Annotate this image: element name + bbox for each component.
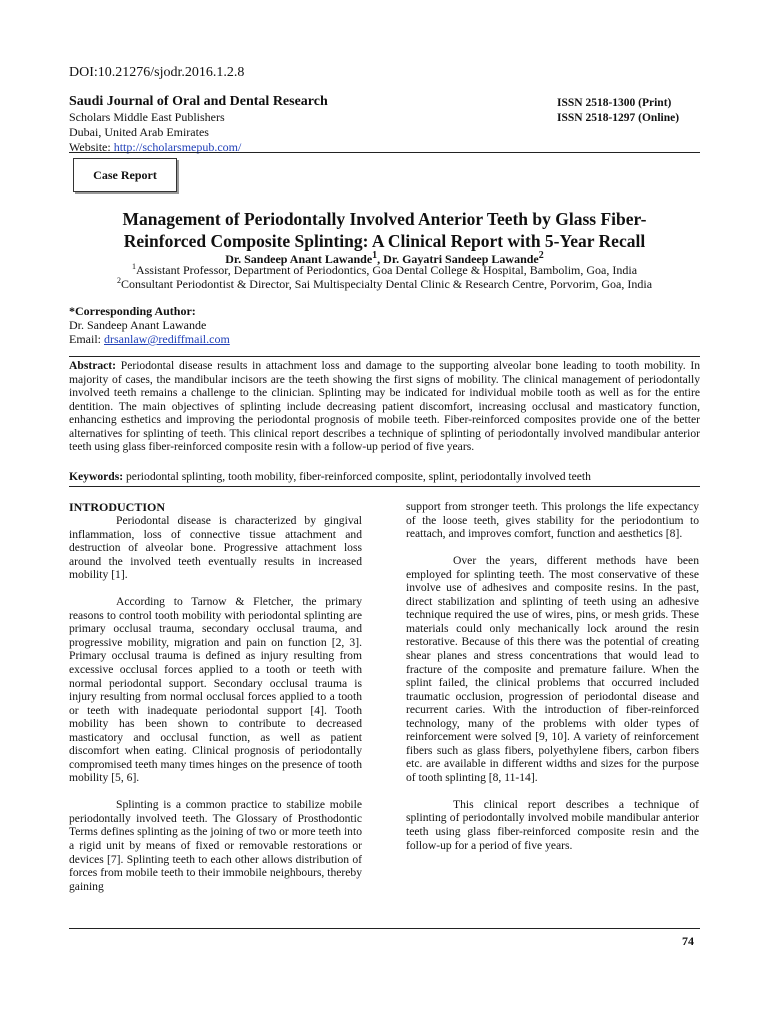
right-column xyxy=(406,500,699,866)
keywords-label: Keywords: xyxy=(69,470,126,483)
affiliation-2-sup: 2 xyxy=(116,276,121,285)
issn-online: ISSN 2518-1297 (Online) xyxy=(557,112,680,124)
issn-print: ISSN 2518-1300 (Print) xyxy=(557,97,672,109)
paragraph: According to Tarnow & Fletcher, the primary reasons to control tooth mobility with periodontal splinting are primary occlusal trauma, secondary occlusal trauma, and progressive mobility, migration and pain on function [2, 3]. Primary occlusal trauma is defined as injury resulting from excessive occlusal forces applied to a tooth or teeth with normal periodontal support. Secondary occlusal trauma is injury resulting from normal occlusal forces applied to a tooth or teeth with inadequate periodontal support [4]. Tooth mobility has been shown to contribute to decreased masticatory and occlusal function, as well as patient discomfort when eating. Clinical prognosis of periodontally compromised teeth many times hinges on the presence of tooth mobility [5, 6]. xyxy=(69,595,362,785)
author-separator: , xyxy=(377,252,384,266)
abstract-bottom-rule xyxy=(69,486,700,487)
corresponding-name: Dr. Sandeep Anant Lawande xyxy=(69,318,207,332)
abstract-top-rule xyxy=(69,356,700,357)
abstract-label: Abstract: xyxy=(69,359,121,372)
affiliation-1-text: Assistant Professor, Department of Periodontics, Goa Dental College & Hospital, Bambolim, Goa, India xyxy=(135,263,638,277)
paragraph: Over the years, different methods have been employed for splinting teeth. The most conservative of these involve use of adhesives and composite resins. In the past, direct stabilization and splinting of teeth using an adhesive technique required the use of wires, pins, or mesh grids. These materials could only mechanically lock around the resin restorative. Because of this there was the potential of creating shear planes and stress concentrations that would lead to fracture of the composite and premature failure. When the splint failed, the clinical problems that occurred included traumatic occlusion, progression of periodontal disease and recurrent caries. With the introduction of fiber-reinforced technology, many of the problems with older types of reinforcement were solved [9, 10]. A variety of reinforcement fibers such as glass fibers, polyethylene fibers, carbon fibers etc. are available in different widths and sizes for the purpose of tooth splinting [8, 11-14]. xyxy=(406,554,699,784)
doi: DOI:10.21276/sjodr.2016.1.2.8 xyxy=(69,65,245,80)
publisher-location: Dubai, United Arab Emirates xyxy=(69,125,209,139)
intro-heading: INTRODUCTION xyxy=(69,500,166,514)
email-link[interactable]: drsanlaw@rediffmail.com xyxy=(104,332,230,346)
page-number: 74 xyxy=(682,934,694,948)
affiliation-2-text: Consultant Periodontist & Director, Sai Multispecialty Dental Clinic & Research Centre, Porvorim, Goa, India xyxy=(120,277,653,291)
abstract-text: Periodontal disease results in attachment loss and damage to the supporting alveolar bone leading to tooth mobility. In majority of cases, the mandibular incisors are the teeth showing the first signs of mobility. The clinical management of periodontally involved teeth remains a challenge to the clinician. Splinting may be indicated for individual mobile tooth as well as for the entire dentition. The main objectives of splinting include decreasing patient discomfort, increasing occlusal and masticatory function, enhancing esthetics and improving the periodontal prognosis of mobile teeth. Fiber-reinforced composites provide one of the better alternatives for splinting of teeth. This clinical report describes a technique of splinting of periodontally involved mandibular anterior teeth using glass fiber-reinforced composite resin with a follow-up period of five years. xyxy=(69,359,700,453)
affiliation-2 xyxy=(69,276,700,292)
email-label: Email: xyxy=(69,332,104,346)
paragraph: support from stronger teeth. This prolongs the life expectancy of the loose teeth, gives stability for the periodontium to reattach, and improves comfort, function and aesthetics [8]. xyxy=(406,500,699,541)
author-1-sup: 1 xyxy=(372,250,378,261)
issn-block xyxy=(557,96,679,126)
affiliation-1-sup: 1 xyxy=(131,262,136,271)
article-title xyxy=(69,208,700,252)
journal-header xyxy=(69,93,328,155)
left-column xyxy=(69,500,362,907)
website-label: Website: xyxy=(69,140,114,154)
author-2-sup: 2 xyxy=(538,250,544,261)
author-1: Dr. Sandeep Anant Lawande xyxy=(225,252,373,266)
header-rule xyxy=(69,152,700,153)
abstract xyxy=(69,359,700,454)
paragraph: Periodontal disease is characterized by gingival inflammation, loss of connective tissue attachment and destruction of alveolar bone. Progressive attachment loss around the involved teeth eventually results in increased mobility [1]. xyxy=(69,514,362,582)
publisher: Scholars Middle East Publishers xyxy=(69,110,225,124)
title-line-2: Reinforced Composite Splinting: A Clinical Report with 5-Year Recall xyxy=(123,231,646,251)
author-2: Dr. Gayatri Sandeep Lawande xyxy=(383,252,539,266)
title-line-1: Management of Periodontally Involved Anterior Teeth by Glass Fiber- xyxy=(122,209,647,229)
article-type-badge: Case Report xyxy=(73,158,177,192)
email-line xyxy=(69,332,230,346)
paragraph: Splinting is a common practice to stabilize mobile periodontally involved teeth. The Glossary of Prosthodontic Terms defines splinting as the joining of two or more teeth into a rigid unit by means of fixed or removable restorations or devices [7]. Splinting teeth to each other allows distribution of forces from mobile teeth to their immobile neighbours, thereby gaining xyxy=(69,798,362,893)
keywords-text: periodontal splinting, tooth mobility, fiber-reinforced composite, splint, periodontally involved teeth xyxy=(126,470,591,483)
footer-rule xyxy=(69,928,700,929)
journal-name: Saudi Journal of Oral and Dental Research xyxy=(69,94,328,109)
website-link[interactable]: http://scholarsmepub.com/ xyxy=(113,140,242,154)
paragraph: This clinical report describes a technique of splinting of periodontally involved mobile mandibular anterior teeth using glass fiber-reinforced composite resin and the follow-up for a period of five years. xyxy=(406,797,699,852)
corresponding-label: *Corresponding Author: xyxy=(69,304,196,318)
keywords xyxy=(69,470,700,484)
corresponding-author xyxy=(69,304,230,346)
